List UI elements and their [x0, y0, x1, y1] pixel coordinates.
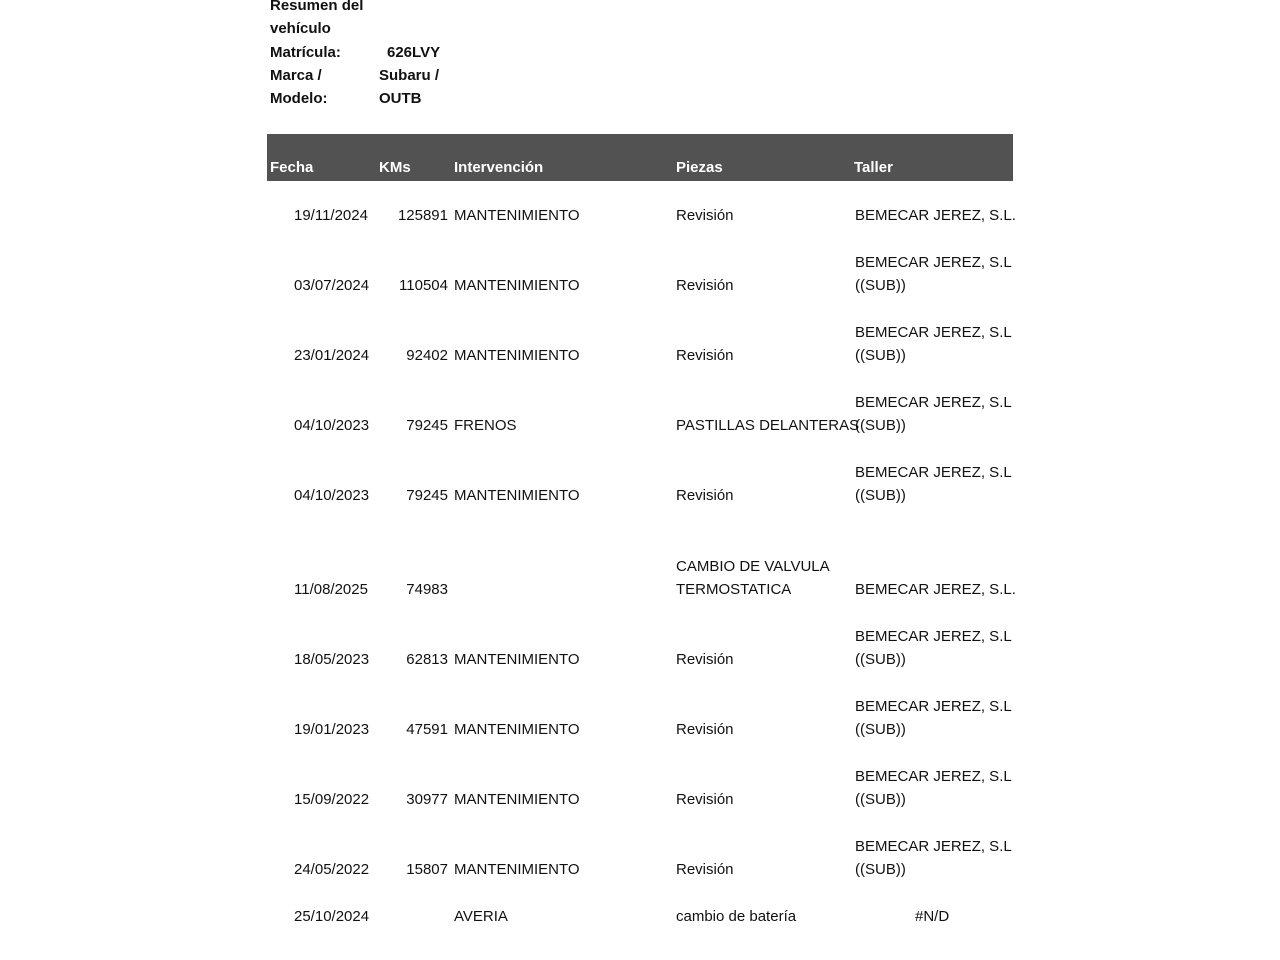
cell-kms: 30977 [406, 791, 448, 808]
cell-kms: 79245 [406, 417, 448, 434]
cell-taller: BEMECAR JEREZ, S.L [855, 394, 1012, 411]
cell-kms: 15807 [406, 861, 448, 878]
cell-taller: BEMECAR JEREZ, S.L [855, 464, 1012, 481]
model-value-cont: OUTB [379, 90, 422, 108]
cell-taller: BEMECAR JEREZ, S.L [855, 324, 1012, 341]
column-header-piezas: Piezas [676, 159, 723, 176]
cell-taller-cont: ((SUB)) [855, 791, 906, 808]
cell-kms: 92402 [406, 347, 448, 364]
cell-kms: 47591 [406, 721, 448, 738]
table-header [267, 134, 1013, 181]
cell-intervencion: MANTENIMIENTO [454, 861, 580, 878]
cell-taller: BEMECAR JEREZ, S.L [855, 838, 1012, 855]
cell-fecha: 23/01/2024 [294, 347, 370, 364]
cell-intervencion: MANTENIMIENTO [454, 347, 580, 364]
cell-fecha: 18/05/2023 [294, 651, 370, 668]
cell-intervencion: MANTENIMIENTO [454, 277, 580, 294]
cell-fecha: 24/05/2022 [294, 861, 370, 878]
cell-intervencion: MANTENIMIENTO [454, 651, 580, 668]
cell-taller-cont: ((SUB)) [855, 651, 906, 668]
cell-fecha: 15/09/2022 [294, 791, 370, 808]
cell-taller-cont: ((SUB)) [855, 861, 906, 878]
column-header-intervencion: Intervención [454, 159, 544, 176]
cell-intervencion: MANTENIMIENTO [454, 207, 580, 224]
plate-label: Matrícula: [270, 43, 341, 61]
cell-taller-cont: ((SUB)) [855, 487, 906, 504]
column-header-taller: Taller [854, 159, 893, 176]
cell-taller: BEMECAR JEREZ, S.L [855, 628, 1012, 645]
cell-piezas: cambio de batería [676, 908, 797, 925]
cell-kms: 62813 [406, 651, 448, 668]
cell-piezas: Revisión [676, 721, 734, 738]
cell-taller: BEMECAR JEREZ, S.L [855, 254, 1012, 271]
cell-piezas-cont: TERMOSTATICA [676, 581, 792, 598]
cell-kms: 125891 [397, 207, 448, 224]
cell-fecha: 11/08/2025 [294, 581, 368, 598]
cell-intervencion: FRENOS [454, 417, 517, 434]
cell-piezas: PASTILLAS DELANTERAS [676, 417, 860, 434]
cell-fecha: 03/07/2024 [294, 277, 370, 294]
cell-piezas: Revisión [676, 651, 734, 668]
model-label: Marca / [270, 66, 322, 84]
plate-value: 626LVY [387, 43, 441, 61]
cell-intervencion: MANTENIMIENTO [454, 487, 580, 504]
cell-taller-cont: ((SUB)) [855, 417, 906, 434]
cell-fecha: 19/11/2024 [294, 207, 368, 224]
model-label-cont: Modelo: [270, 90, 328, 108]
cell-piezas: Revisión [676, 277, 734, 294]
cell-fecha: 04/10/2023 [294, 417, 370, 434]
cell-piezas: Revisión [676, 791, 734, 808]
cell-fecha: 19/01/2023 [294, 721, 370, 738]
column-header-kms: KMs [379, 159, 411, 176]
cell-taller: #N/D [915, 908, 950, 925]
cell-kms: 74983 [406, 581, 448, 598]
cell-fecha: 04/10/2023 [294, 487, 370, 504]
cell-intervencion: MANTENIMIENTO [454, 791, 580, 808]
cell-piezas: Revisión [676, 487, 734, 504]
cell-taller: BEMECAR JEREZ, S.L [855, 768, 1012, 785]
cell-taller: BEMECAR JEREZ, S.L. [855, 207, 1016, 224]
cell-piezas: CAMBIO DE VALVULA [676, 558, 830, 575]
cell-piezas: Revisión [676, 861, 734, 878]
cell-intervencion: AVERIA [454, 908, 508, 925]
cell-taller: BEMECAR JEREZ, S.L. [855, 581, 1016, 598]
cell-taller-cont: ((SUB)) [855, 721, 906, 738]
cell-taller: BEMECAR JEREZ, S.L [855, 698, 1012, 715]
cell-kms: 79245 [406, 487, 448, 504]
cell-piezas: Revisión [676, 207, 734, 224]
cell-fecha: 25/10/2024 [294, 908, 370, 925]
cell-kms: 110504 [399, 277, 448, 294]
summary-heading: Resumen del [270, 0, 364, 14]
summary-heading-cont: vehículo [270, 20, 331, 38]
cell-piezas: Revisión [676, 347, 734, 364]
cell-taller-cont: ((SUB)) [855, 347, 906, 364]
model-value: Subaru / [379, 66, 440, 84]
column-header-fecha: Fecha [270, 159, 314, 176]
cell-intervencion: MANTENIMIENTO [454, 721, 580, 738]
cell-taller-cont: ((SUB)) [855, 277, 906, 294]
